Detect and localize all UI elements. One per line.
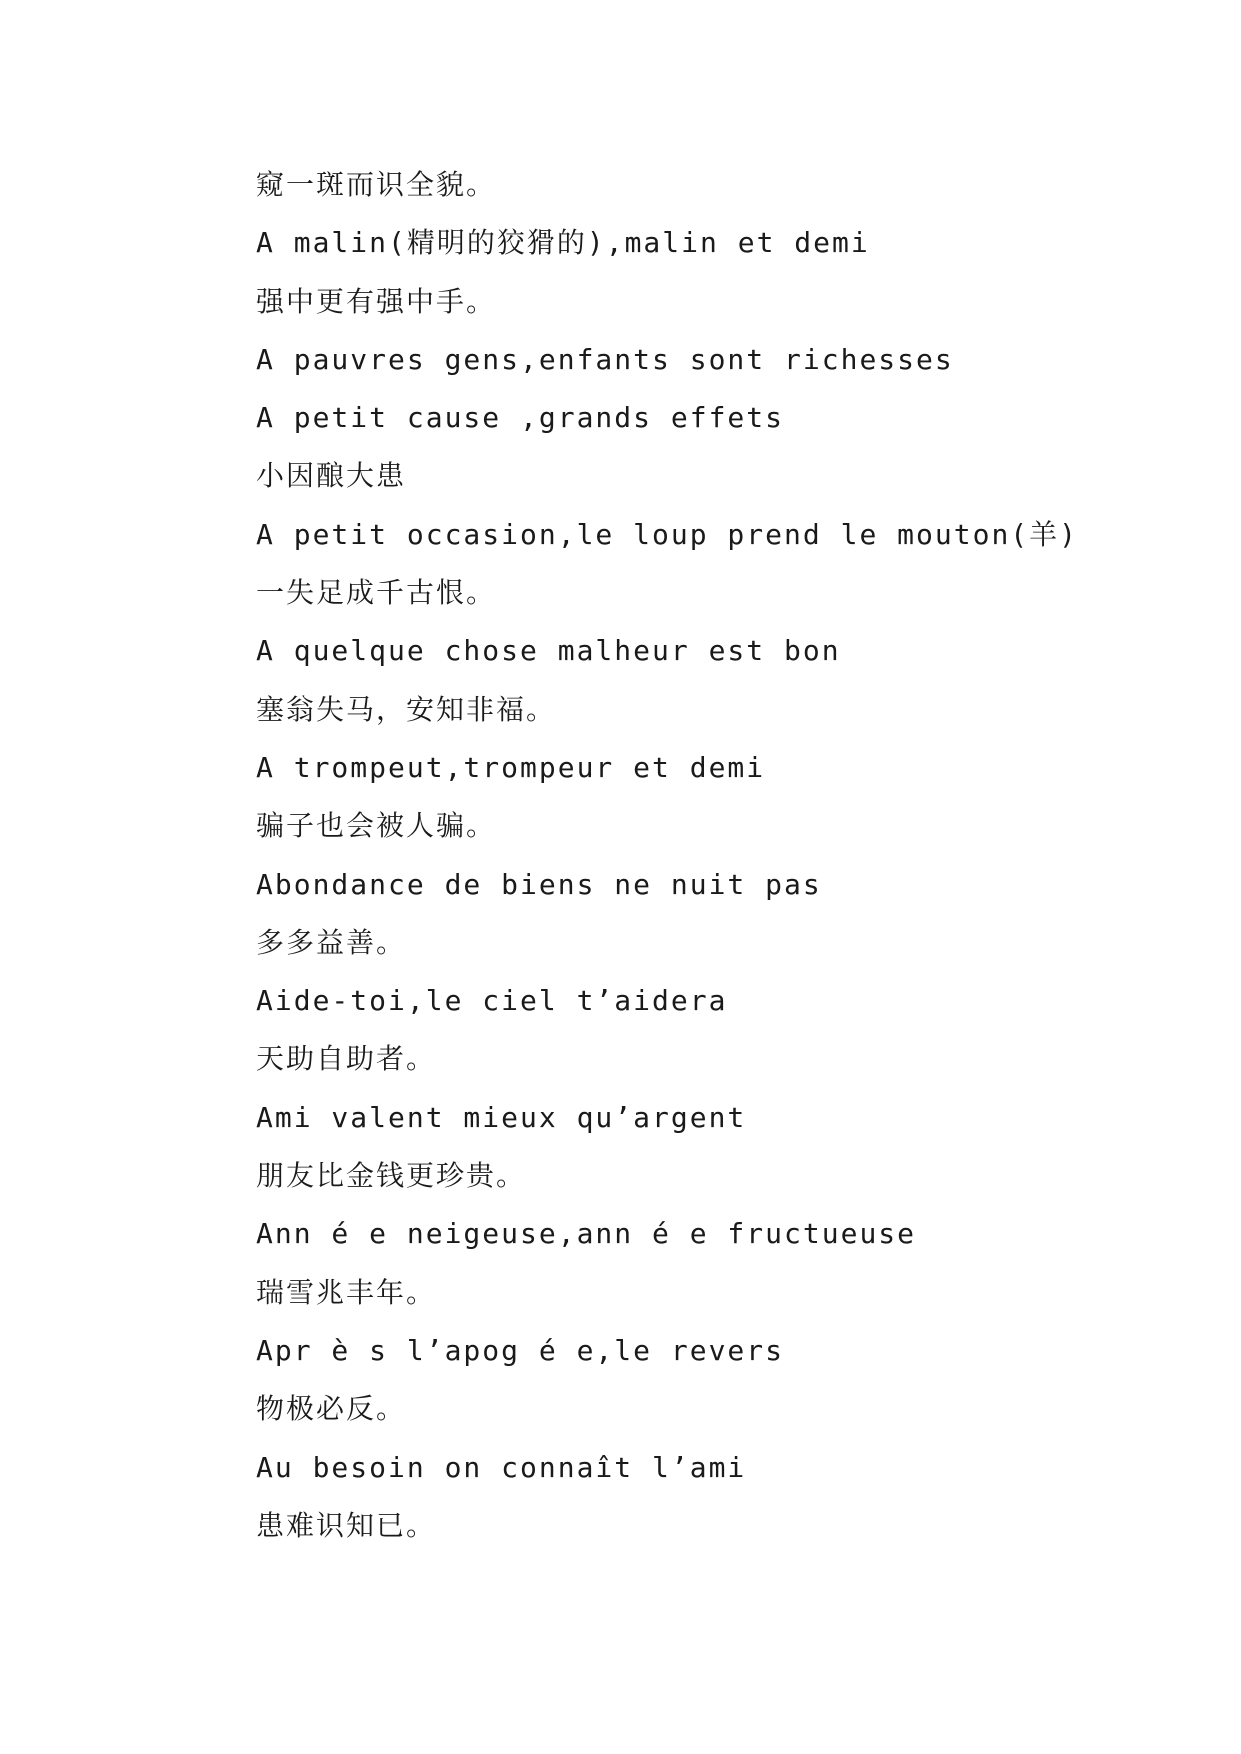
text-line: 天助自助者。 — [256, 1042, 437, 1076]
text-line: Apr è s l’apog é e,le revers — [256, 1333, 785, 1367]
proverb-list — [256, 156, 1156, 1555]
text-line: 窥一斑而识全貌。 — [256, 168, 497, 201]
text-line: 骗子也会被人骗。 — [256, 809, 497, 843]
text-line: A trompeut,trompeur et demi — [256, 750, 766, 784]
text-line: A malin(精明的狡猾的),malin et demi — [256, 226, 870, 260]
text-line: A petit cause ,grands effets — [256, 401, 785, 435]
text-line: 物极必反。 — [256, 1392, 407, 1426]
text-line: Abondance de biens ne nuit pas — [256, 867, 822, 901]
text-line: 小因酿大患 — [256, 459, 407, 493]
text-line: 朋友比金钱更珍贵。 — [256, 1159, 527, 1193]
text-line: A petit occasion,le loup prend le mouton(羊) — [256, 517, 1079, 551]
text-line: Ann é e neigeuse,ann é e fructueuse — [256, 1217, 917, 1251]
text-line: 一失足成千古恨。 — [256, 576, 497, 610]
text-line: A quelque chose malheur est bon — [256, 634, 841, 668]
text-line: Au besoin on connaît l’ami — [256, 1450, 747, 1484]
text-line: Ami valent mieux qu’argent — [256, 1100, 747, 1134]
text-line: 塞翁失马，安知非福。 — [256, 692, 557, 726]
text-line: A pauvres gens,enfants sont richesses — [256, 342, 954, 376]
text-line: 强中更有强中手。 — [256, 284, 497, 318]
text-line: 瑞雪兆丰年。 — [256, 1275, 437, 1309]
text-line: 患难识知已。 — [256, 1508, 437, 1542]
text-line: 多多益善。 — [256, 925, 407, 959]
text-line: Aide-toi,le ciel t’aidera — [256, 984, 728, 1018]
